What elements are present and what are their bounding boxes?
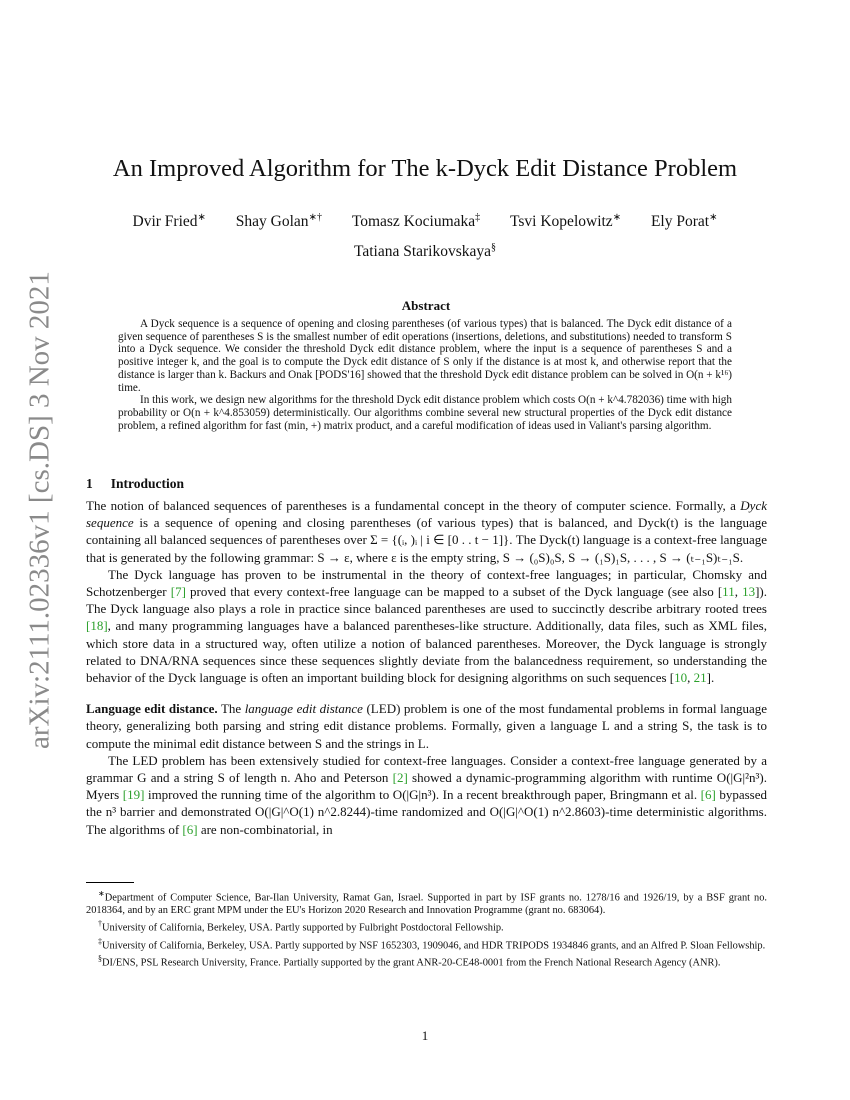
author-name: Tomasz Kociumaka bbox=[351, 213, 476, 231]
body-paragraph: The LED problem has been extensively studied for context-free languages. Consider a context-free language generated by a grammar G and a string S of length n. Aho and Peterson [2] showed a dynamic-programming algorithm with runtime O(|G|²n³). Myers [19] improved the running time of the algorithm to O(|G|n³). In a recent breakthrough paper, Bringmann et al. [6] bypassed the n³ barrier and demonstrated O(|G|^O(1) n^2.8244)-time randomized and O(|G|^O(1) n^2.8603)-time deterministic algorithms. The algorithms of [6] are non-combinatorial, in bbox=[86, 752, 767, 837]
body-paragraph: Language edit distance. The language edit distance (LED) problem is one of the most fundamental problems in formal language theory, generalizing both parsing and string edit distance problems. Formally, given a language L and a string S, the task is to compute the minimal edit distance between S and the strings in L. bbox=[86, 701, 768, 751]
footnotes bbox=[86, 887, 767, 970]
author-footnote-mark: ∗† bbox=[308, 212, 322, 223]
paper-title: An Improved Algorithm for The k-Dyck Edit Distance Problem bbox=[112, 155, 738, 182]
author bbox=[510, 205, 621, 235]
footnote: †University of California, Berkeley, USA. Partly supported by Fulbright Postdoctoral Fellowship. bbox=[98, 919, 504, 934]
citation-link[interactable]: [18] bbox=[86, 618, 108, 634]
citation-link[interactable]: 21 bbox=[693, 670, 707, 686]
author-name: Dvir Fried bbox=[132, 213, 198, 231]
author-footnote-mark: ∗ bbox=[612, 212, 622, 223]
section-title: Introduction bbox=[110, 476, 185, 491]
footnote-mark: † bbox=[98, 919, 102, 929]
author-list bbox=[85, 205, 765, 265]
author-name: Tsvi Kopelowitz bbox=[510, 213, 613, 231]
citation-link[interactable]: [6] bbox=[182, 821, 198, 837]
page-number: 1 bbox=[421, 1028, 429, 1043]
author-name: Tatiana Starikovskaya bbox=[353, 243, 492, 261]
author bbox=[352, 205, 480, 235]
emphasis-term: language edit distance bbox=[244, 701, 363, 717]
author-name: Shay Golan bbox=[235, 213, 309, 231]
author bbox=[236, 205, 322, 235]
emphasis-term: Dyck sequence bbox=[86, 498, 767, 531]
section-heading bbox=[86, 476, 184, 492]
footnote: §DI/ENS, PSL Research University, France. Partially supported by the grant ANR-20-CE48-0001 from the French National Research Agency (ANR). bbox=[98, 954, 721, 969]
footnote-mark: § bbox=[98, 954, 102, 964]
author bbox=[354, 235, 496, 265]
footnote-mark: ‡ bbox=[98, 936, 102, 946]
citation-link[interactable]: 13 bbox=[742, 584, 756, 600]
arxiv-identifier-stamp: arXiv:2111.02336v1 [cs.DS] 3 Nov 2021 bbox=[23, 271, 56, 749]
footnote-divider bbox=[86, 882, 134, 883]
abstract-paragraph: A Dyck sequence is a sequence of opening and closing parentheses (of various types) that is balanced. The Dyck edit distance of a given sequence of parentheses S is the smallest number of edit operations (insertions, deletions, and substitutions) needed to transform S into a Dyck sequence. We consider the threshold Dyck edit distance problem, where the input is a sequence of parentheses S and a positive integer k, and the goal is to compute the Dyck edit distance of S only if the distance is at most k, and otherwise report that the distance is larger than k. Backurs and Onak [PODS'16] showed that the threshold Dyck edit distance problem can be solved in O(n + k¹⁶) time. bbox=[118, 318, 732, 394]
footnote: ∗Department of Computer Science, Bar-Ilan University, Ramat Gan, Israel. Supported in part by ISF grants no. 1278/16 and 1926/19, by a BSF grant no. 2018364, and by an ERC grant MPM under the EU's Horizon 2020 Research and Innovation Programme (grant no. 683064). bbox=[86, 889, 767, 917]
author-footnote-mark: § bbox=[491, 242, 497, 254]
main-body-text bbox=[86, 497, 767, 838]
footnote: ‡University of California, Berkeley, USA. Partly supported by NSF 1652303, 1909046, and HDR TRIPODS 1934846 grants, and an Alfred P. Sloan Fellowship. bbox=[98, 936, 766, 952]
section-number: 1 bbox=[86, 476, 93, 491]
abstract-body bbox=[118, 318, 732, 432]
body-paragraph: The notion of balanced sequences of parentheses is a fundamental concept in the theory of computer science. Formally, a Dyck sequence is a sequence of opening and closing parentheses (of various types) that is balanced, and Dyck(t) is the language containing all balanced sequences of parentheses over Σ = {(ᵢ, )ᵢ | i ∈ [0 . . t − 1]}. The Dyck(t) language is a context-free language that is generated by the following grammar: S → ε, where ε is the empty string, S → (₀S)₀S, S → (₁S)₁S, . . . , S → (ₜ₋₁S)ₜ₋₁S. bbox=[86, 498, 767, 565]
citation-link[interactable]: 11 bbox=[722, 584, 735, 600]
citation-link[interactable]: [7] bbox=[170, 584, 186, 600]
citation-link[interactable]: [6] bbox=[700, 787, 716, 803]
citation-link[interactable]: 10 bbox=[674, 670, 688, 686]
author-footnote-mark: ∗ bbox=[709, 212, 718, 223]
footnote-mark: ∗ bbox=[98, 889, 105, 898]
body-paragraph: The Dyck language has proven to be instrumental in the theory of context-free languages; in particular, Chomsky and Schotzenberger [7] proved that every context-free language can be mapped to a subset of the Dyck language (see also [11, 13]). The Dyck language also plays a role in practice since balanced parentheses are used to succinctly describe arbitrary rooted trees [18], and many programming languages have a balanced parentheses-like structure. Additionally, data files, such as XML files, which store data in a structured way, often utilize a notion of balanced parentheses. Moreover, the Dyck language is strongly related to DNA/RNA sequences since these sequences slightly deviate from the balancedness requirement, so understanding the behavior of the Dyck language is often an important building block for designing algorithms on such sequences [10, 21]. bbox=[86, 566, 767, 686]
author-footnote-mark: ‡ bbox=[475, 212, 481, 223]
author bbox=[133, 205, 206, 235]
author-name: Ely Porat bbox=[650, 213, 710, 231]
author-footnote-mark: ∗ bbox=[197, 212, 206, 223]
citation-link[interactable]: [19] bbox=[122, 787, 145, 803]
citation-link[interactable]: [2] bbox=[392, 770, 408, 786]
abstract-paragraph: In this work, we design new algorithms for the threshold Dyck edit distance problem which costs O(n + k^4.782036) time with high probability or O(n + k^4.853059) deterministically. Our algorithms combine several new structural properties of the Dyck edit distance problem, a refined algorithm for fast (min, +) matrix product, and a careful modification of ideas used in Valiant's parsing algorithm. bbox=[118, 394, 732, 432]
author bbox=[651, 205, 718, 235]
abstract-heading: Abstract bbox=[401, 298, 451, 313]
paragraph-run-in-heading: Language edit distance. bbox=[86, 701, 218, 717]
